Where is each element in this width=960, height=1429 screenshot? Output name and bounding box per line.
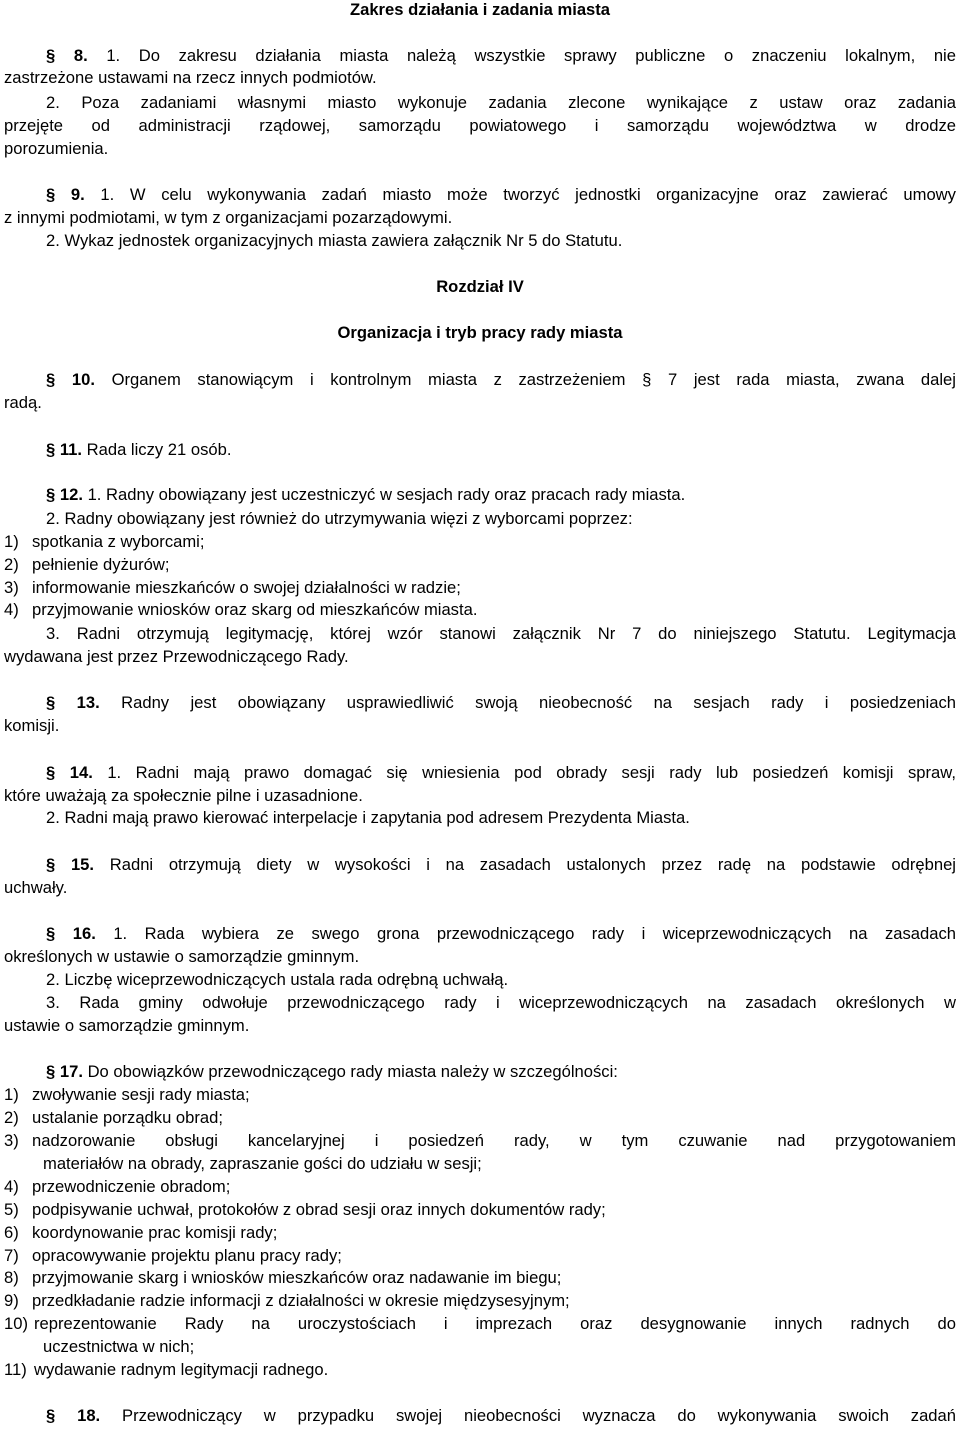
section-sign: § — [46, 924, 56, 943]
par9-line2: z innymi podmiotami, w tym z organizacjami pozarządowymi. — [4, 208, 453, 227]
section-sign: § — [46, 693, 56, 712]
list-item: 4) przyjmowanie wniosków oraz skarg od mieszkańców miasta. — [4, 600, 478, 619]
par16-p3-number: 3. — [46, 993, 60, 1012]
par9-p2-number: 2. — [46, 231, 60, 250]
par18-text: Przewodniczący w przypadku swojej nieobecności wyznacza do wykonywania swoich zadań — [122, 1406, 956, 1425]
par11-text: Rada liczy 21 osób. — [86, 440, 232, 459]
list-item: 2) ustalanie porządku obrad; — [4, 1108, 223, 1127]
list-item: 2) pełnienie dyżurów; — [4, 555, 170, 574]
par8-p2-text: Poza zadaniami własnymi miasto wykonuje zadania zlecone wynikające z ustaw oraz zadania — [81, 93, 956, 112]
par13-text: Radny jest obowiązany usprawiedliwić swoją nieobecność na sesjach rady i posiedzeniach — [121, 693, 956, 712]
par14-p1-number: 1. — [107, 763, 122, 782]
section-sign: § — [46, 485, 56, 504]
par15-line2: uchwały. — [4, 878, 68, 897]
chapter-title: Organizacja i tryb pracy rady miasta — [337, 323, 623, 342]
par16-p2-number: 2. — [46, 970, 60, 989]
par11-line1 — [46, 438, 956, 461]
par16-p2-line1 — [46, 968, 956, 991]
par9-p2-line1 — [46, 229, 956, 252]
section-sign: § — [46, 440, 56, 459]
list-item-continuation: materiałów na obrady, zapraszanie gości do udziału w sesji; — [43, 1154, 482, 1173]
par12-p2-text: Radny obowiązany jest również do utrzymywania więzi z wyborcami poprzez: — [64, 509, 633, 528]
par15-line1 — [46, 853, 956, 876]
par13-line1 — [46, 691, 956, 714]
par12-p3-line2: wydawana jest przez Przewodniczącego Rady. — [4, 647, 349, 666]
section-sign: § — [46, 1406, 56, 1425]
list-item: 9) przedkładanie radzie informacji z działalności w okresie międzysesyjnym; — [4, 1291, 570, 1310]
par10-text-b: 7 jest rada miasta, zwana dalej — [668, 370, 956, 389]
par17-number: 17. — [59, 1062, 83, 1081]
chapter-heading: Rozdział IV — [436, 277, 524, 296]
par12-p2-line1 — [46, 507, 956, 530]
par16-p3-line2: ustawie o samorządzie gminnym. — [4, 1016, 250, 1035]
par16-p3-text: Rada gminy odwołuje przewodniczącego rady i wiceprzewodniczących na zasadach określonych w — [79, 993, 956, 1012]
list-item: 1) zwoływanie sesji rady miasta; — [4, 1085, 250, 1104]
par10-line2: radą. — [4, 393, 42, 412]
section-sign: § — [46, 185, 56, 204]
section-sign: § — [46, 46, 56, 65]
section-sign: § — [46, 370, 56, 389]
par8-p2-line1 — [46, 91, 956, 114]
par8-number: 8. — [73, 46, 88, 65]
par12-p3-line1 — [46, 622, 956, 645]
par8-p1-number: 1. — [106, 46, 121, 65]
list-item: 6) koordynowanie prac komisji rady; — [4, 1223, 278, 1242]
par12-p2-number: 2. — [46, 509, 60, 528]
par9-p2-text: Wykaz jednostek organizacyjnych miasta zawiera załącznik Nr 5 do Statutu. — [64, 231, 623, 250]
par16-p1-number: 1. — [113, 924, 128, 943]
par10-line1 — [46, 368, 956, 391]
par18-line1 — [46, 1404, 956, 1427]
par8-line2: zastrzeżone ustawami na rzecz innych podmiotów. — [4, 68, 377, 87]
list-item: 10) reprezentowanie Rady na uroczystościach i imprezach oraz desygnowanie innych radnych do — [4, 1314, 956, 1333]
list-item: 5) podpisywanie uchwał, protokołów z obrad sesji oraz innych dokumentów rady; — [4, 1200, 606, 1219]
par12-p1-text: Radny obowiązany jest uczestniczyć w sesjach rady oraz pracach rady miasta. — [106, 485, 686, 504]
par16-p3-line1 — [46, 991, 956, 1014]
list-item: 11) wydawanie radnym legitymacji radnego. — [4, 1360, 329, 1379]
par8-p1-text: Do zakresu działania miasta należą wszystkie sprawy publiczne o znaczeniu lokalnym, nie — [138, 46, 956, 65]
par11-number: 11. — [59, 440, 83, 459]
par18-number: 18. — [77, 1406, 101, 1425]
par14-p2-text: Radni mają prawo kierować interpelacje i zapytania pod adresem Prezydenta Miasta. — [64, 808, 690, 827]
par12-p1-number: 1. — [87, 485, 102, 504]
list-item: 3) nadzorowanie obsługi kancelaryjnej i posiedzeń rady, w tym czuwanie nad przygotowaniem — [4, 1131, 956, 1150]
par16-number: 16. — [72, 924, 96, 943]
par10-number: 10. — [71, 370, 95, 389]
par15-text: Radni otrzymują diety w wysokości i na zasadach ustalonych przez radę na podstawie odrębnej — [109, 855, 956, 874]
section-sign: § — [46, 1062, 56, 1081]
par9-line1 — [46, 183, 956, 206]
list-item: 4) przewodniczenie obradom; — [4, 1177, 231, 1196]
list-item: 1) spotkania z wyborcami; — [4, 532, 205, 551]
par9-p1-text: W celu wykonywania zadań miasto może tworzyć jednostki organizacyjne oraz zawierać umowy — [129, 185, 956, 204]
par12-p3-number: 3. — [46, 624, 60, 643]
par16-line1 — [46, 922, 956, 945]
par14-line2: które uważają za społecznie pilne i uzasadnione. — [4, 786, 363, 805]
section-sign: § — [46, 763, 56, 782]
par14-line1 — [46, 761, 956, 784]
par15-number: 15. — [70, 855, 95, 874]
par10-text-a: Organem stanowiącym i kontrolnym miasta z zastrzeżeniem — [111, 370, 626, 389]
par12-number: 12. — [59, 485, 83, 504]
par9-number: 9. — [70, 185, 85, 204]
par17-intro: Do obowiązków przewodniczącego rady miasta należy w szczególności: — [87, 1062, 618, 1081]
par13-number: 13. — [76, 693, 100, 712]
list-item: 3) informowanie mieszkańców o swojej działalności w radzie; — [4, 578, 461, 597]
par17-line1 — [46, 1060, 956, 1083]
par16-line2: określonych w ustawie o samorządzie gminnym. — [4, 947, 360, 966]
par14-p2-line1 — [46, 806, 956, 829]
par16-p2-text: Liczbę wiceprzewodniczących ustala rada odrębną uchwałą. — [64, 970, 509, 989]
section-sign: § — [46, 855, 56, 874]
par12-p3-text: Radni otrzymują legitymację, której wzór stanowi załącznik Nr 7 do niniejszego Statutu. Legitymacja — [76, 624, 956, 643]
par12-line1 — [46, 483, 956, 506]
section-sign-ref: § — [642, 370, 652, 389]
list-item: 8) przyjmowanie skarg i wniosków mieszkańców oraz nadawanie im biegu; — [4, 1268, 562, 1287]
par14-number: 14. — [69, 763, 93, 782]
par8-p2-line3: porozumienia. — [4, 139, 109, 158]
par16-p1-text: Rada wybiera ze swego grona przewodniczącego rady i wiceprzewodniczących na zasadach — [144, 924, 956, 943]
par8-p2-line2: przejęte od administracji rządowej, samorządu powiatowego i samorządu województwa w drodze — [4, 116, 956, 135]
section-title: Zakres działania i zadania miasta — [349, 0, 611, 19]
list-item-continuation: uczestnictwa w nich; — [43, 1337, 195, 1356]
par9-p1-number: 1. — [100, 185, 115, 204]
par8-line1 — [46, 44, 956, 67]
par14-p2-number: 2. — [46, 808, 60, 827]
par14-p1-text: Radni mają prawo domagać się wniesienia pod obrady sesji rady lub posiedzeń komisji spraw, — [135, 763, 956, 782]
par13-line2: komisji. — [4, 716, 60, 735]
list-item: 7) opracowywanie projektu planu pracy rady; — [4, 1246, 342, 1265]
par8-p2-number: 2. — [46, 93, 60, 112]
